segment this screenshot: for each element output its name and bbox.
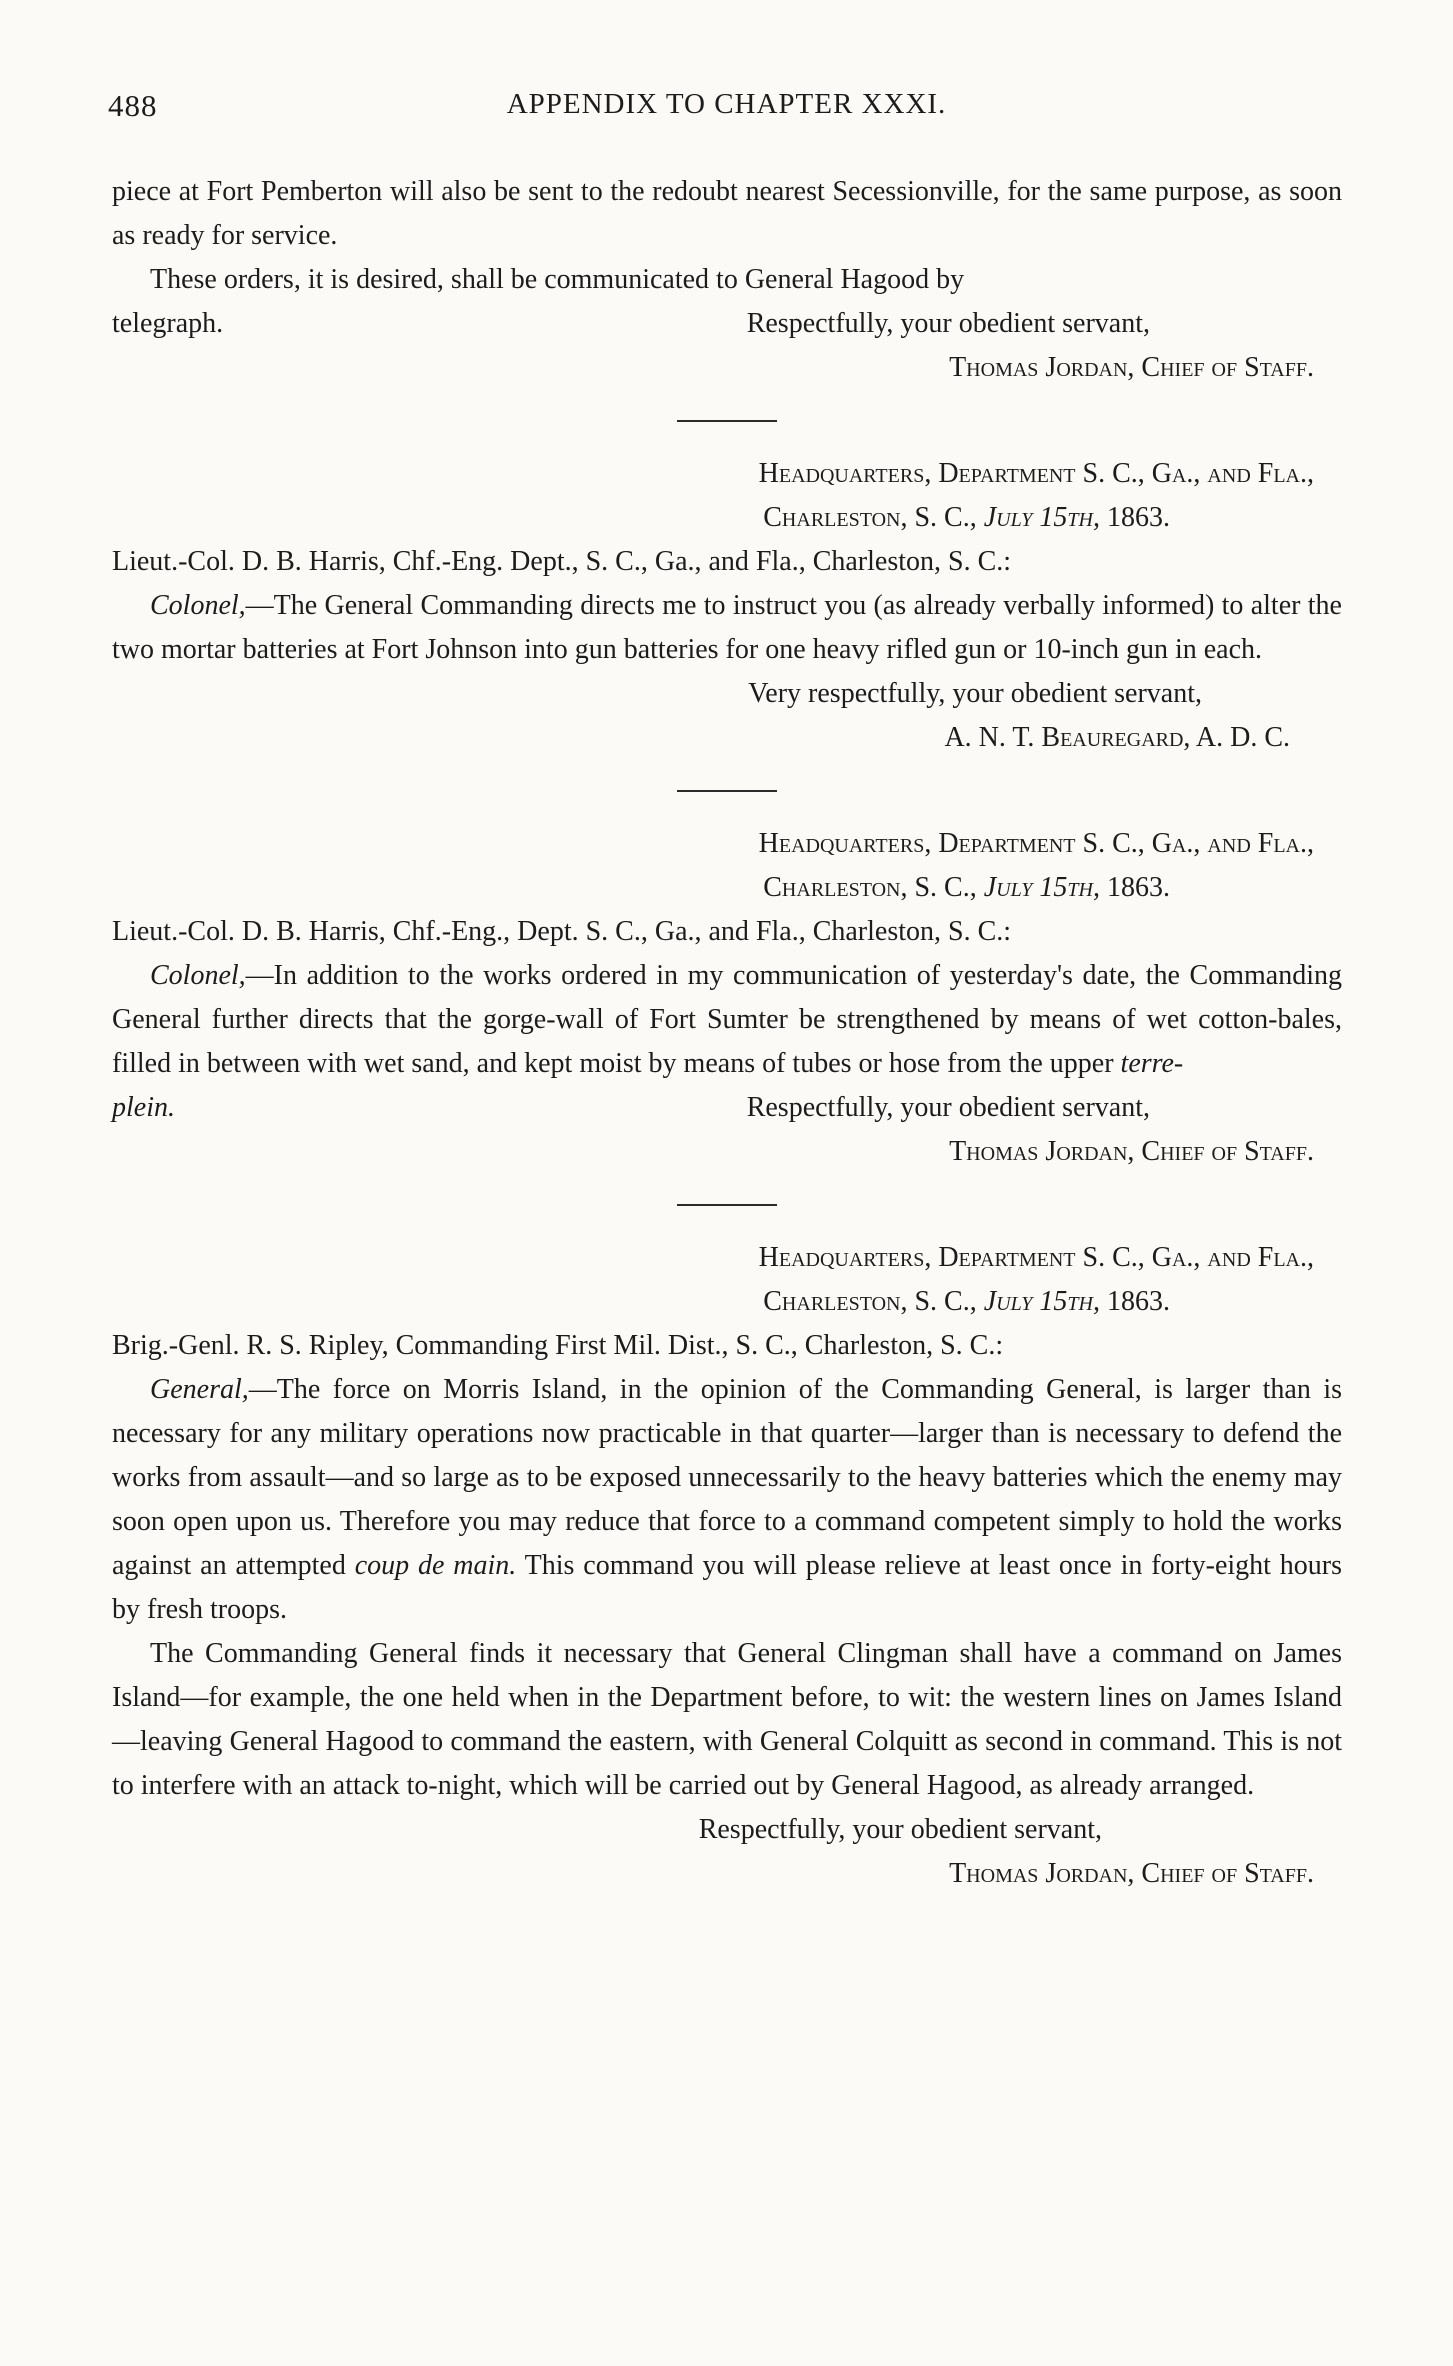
closing: Very respectfully, your obedient servant,	[748, 678, 1202, 709]
closing-row	[112, 1086, 1342, 1130]
letter	[112, 822, 1342, 1174]
closing-row	[112, 302, 1342, 346]
closing: Respectfully, your obedient servant,	[698, 1814, 1102, 1845]
place: Charleston, S. C.,	[763, 1286, 984, 1317]
signature: Thomas Jordan, Chief of Staff.	[949, 352, 1314, 383]
page-header	[108, 88, 1345, 128]
body-text: —In addition to the works ordered in my communication of yesterday's date, the Commanding General further directs that the gorge-wall of Fort Sumter be strengthened by means of wet cotton-bales, filled in between with wet sand, and kept moist by means of tubes or hose from the upper	[112, 960, 1342, 1079]
date: July 15th,	[983, 1286, 1100, 1317]
body-italic: terre-	[1120, 1048, 1184, 1079]
addressee: Lieut.-Col. D. B. Harris, Chf.-Eng. Dept., S. C., Ga., and Fla., Charleston, S. C.:	[112, 546, 1012, 577]
letter-heading: Headquarters, Department S. C., Ga., and Fla.,	[758, 458, 1314, 489]
date: July 15th,	[983, 502, 1100, 533]
body-text: This command you will please relieve at least once in forty-eight hours by fresh troops.	[112, 1550, 1343, 1625]
letter-body	[112, 954, 1342, 1086]
place: Charleston, S. C.,	[763, 872, 984, 903]
letter-heading: Headquarters, Department S. C., Ga., and Fla.,	[758, 1242, 1314, 1273]
year: 1863.	[1100, 502, 1170, 533]
signature: A. N. T. Beauregard, A. D. C.	[944, 722, 1290, 753]
paragraph: The Commanding General finds it necessary that General Clingman shall have a command on James Island—for example, the one held when in the Department before, to wit: the western lines on James Island—leaving General Hagood to command the eastern, with General Colquitt as second in command. This is not to interfere with an attack to-night, which will be carried out by General Hagood, as already arranged.	[112, 1638, 1342, 1801]
closing-left: telegraph.	[112, 308, 224, 339]
page-body	[112, 170, 1342, 1896]
addressee: Lieut.-Col. D. B. Harris, Chf.-Eng., Dept. S. C., Ga., and Fla., Charleston, S. C.:	[112, 916, 1012, 947]
body-italic: coup de main.	[354, 1550, 517, 1581]
letter	[112, 452, 1342, 760]
page-number: 488	[108, 88, 158, 123]
body-text: —The General Commanding directs me to instruct you (as already verbally informed) to alter the two mortar batteries at Fort Johnson into gun batteries for one heavy rifled gun or 10-inch gun in each.	[112, 590, 1342, 665]
salutation: Colonel,	[150, 960, 246, 991]
letter-dateline	[112, 866, 1342, 910]
letter	[112, 1236, 1342, 1896]
signature: Thomas Jordan, Chief of Staff.	[949, 1858, 1314, 1889]
section-divider	[677, 790, 777, 792]
body-text: —The force on Morris Island, in the opinion of the Commanding General, is larger than is necessary for any military operations now practicable in that quarter—larger than is necessary to defend the works from assault—and so large as to be exposed unnecessarily to the heavy batteries which the enemy may soon open upon us. Therefore you may reduce that force to a command competent simply to hold the works against an attempted	[112, 1374, 1342, 1581]
year: 1863.	[1100, 1286, 1170, 1317]
letter-body	[112, 1368, 1342, 1632]
closing-left: plein.	[112, 1092, 175, 1123]
letter-dateline	[112, 1280, 1342, 1324]
addressee: Brig.-Genl. R. S. Ripley, Commanding First Mil. Dist., S. C., Charleston, S. C.:	[112, 1330, 1004, 1361]
closing: Respectfully, your obedient servant,	[746, 308, 1150, 339]
salutation: Colonel,	[150, 590, 246, 621]
section-divider	[677, 1204, 777, 1206]
running-title: APPENDIX TO CHAPTER XXXI.	[506, 88, 947, 120]
paragraph: piece at Fort Pemberton will also be sent to the redoubt nearest Secessionville, for the same purpose, as soon as ready for service.	[112, 176, 1342, 251]
section-divider	[677, 420, 777, 422]
letter-heading: Headquarters, Department S. C., Ga., and Fla.,	[758, 828, 1314, 859]
salutation: General,	[150, 1374, 249, 1405]
date: July 15th,	[983, 872, 1100, 903]
paragraph: These orders, it is desired, shall be communicated to General Hagood by	[150, 264, 965, 295]
letter-continuation	[112, 170, 1342, 390]
letter-body	[112, 584, 1342, 672]
closing: Respectfully, your obedient servant,	[746, 1092, 1150, 1123]
year: 1863.	[1100, 872, 1170, 903]
signature: Thomas Jordan, Chief of Staff.	[949, 1136, 1314, 1167]
letter-dateline	[112, 496, 1342, 540]
place: Charleston, S. C.,	[763, 502, 984, 533]
